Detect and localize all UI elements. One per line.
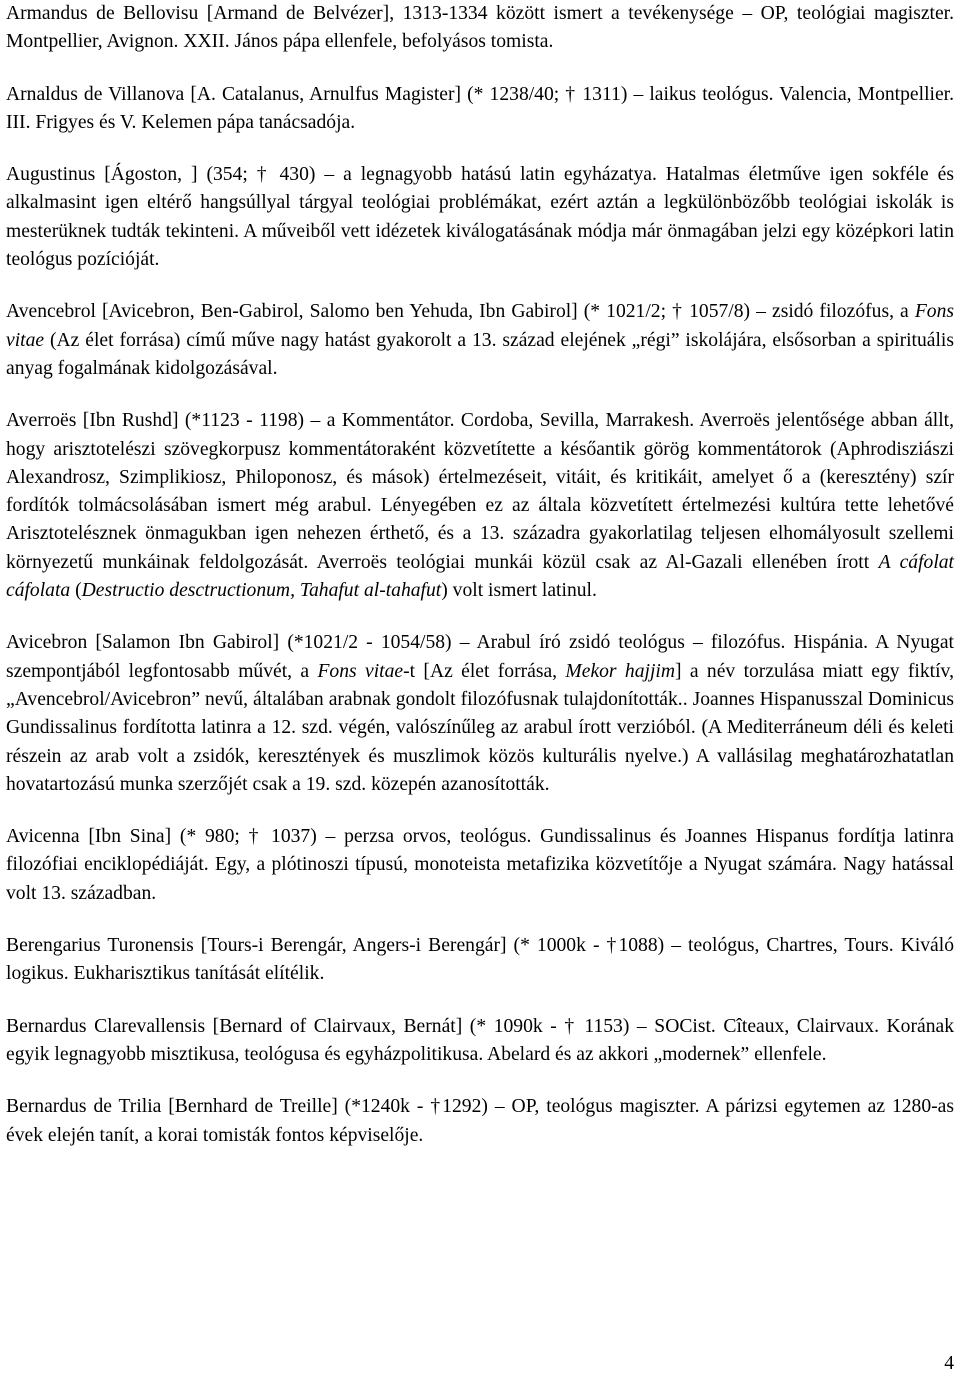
entry-text: Arnaldus de Villanova [A. Catalanus, Arnulfus Magister] (* 1238/40; † 1311) – laikus teológus. Valencia, Montpellier. III. Frigyes és V. Kelemen pápa tanácsadója. xyxy=(6,83,954,133)
entry-bernardus-clarevallensis xyxy=(6,1013,954,1070)
entry-avicebron xyxy=(6,629,954,799)
entry-italic-text: Destructio desctructionum, Tahafut al-tahafut xyxy=(81,580,442,602)
entry-averroes xyxy=(6,407,954,605)
entry-italic-text: A cáfolat cáfolata xyxy=(6,551,955,602)
entry-text: ] a név torzulása miatt egy fiktív, „Avencebrol/Avicebron” nevű, általában arabnak gondolt filozófusnak tulajdonították.. Joannes Hispanusszal Dominicus Gundissalinus fordította latinra a 12. szd. végén, valószínűleg az arabul írott verzióból. (A Mediterráneum déli és keleti részein az arab volt a zsidók, keresztények és muszlimok közös kulturális nyelve.) A vallásilag meghatározhatatlan hovatartozású munka szerzőjét csak a 19. szd. közepén azanosították. xyxy=(6,660,954,795)
entry-italic-text: Fons vitae xyxy=(317,660,404,682)
entry-italic-text: Fons vitae xyxy=(6,301,954,351)
entry-text: -t [Az élet forrása, xyxy=(403,660,566,682)
entry-text: Avencebrol [Avicebron, Ben-Gabirol, Salomo ben Yehuda, Ibn Gabirol] (* 1021/2; † 1057/8) – zsidó filozófus, a xyxy=(6,301,915,323)
entry-italic-text: Mekor hajjim xyxy=(565,660,675,682)
entry-berengarius xyxy=(6,932,954,989)
entry-text: Bernardus Clarevallensis [Bernard of Clairvaux, Bernát] (* 1090k - † 1153) – SOCist. Cîteaux, Clairvaux. Korának egyik legnagyobb misztikusa, teológusa és egyházpolitikusa. Abelard és az akkori „modernek” ellenfele. xyxy=(6,1015,954,1065)
entry-text: Avicenna [Ibn Sina] (* 980; † 1037) – perzsa orvos, teológus. Gundissalinus és Joannes Hispanus fordítja latinra filozófiai enciklopédiáját. Egy, a plótinoszi típusú, monoteista metafizika közvetítője a Nyugat számára. Nagy hatással volt 13. században. xyxy=(6,826,954,904)
entry-bernardus-de-trilia xyxy=(6,1093,954,1150)
entry-text: Augustinus [Ágoston, ] (354; † 430) – a legnagyobb hatású latin egyházatya. Hatalmas életműve igen sokféle és alkalmasint igen eltérő hangsúllyal tárgyal teológiai problémákat, ezért aztán a legkülönbözőbb teológiai iskolák is mesterüknek tudták tekinteni. A műveiből vett idézetek kiválogatásának módja már önmagában jelzi egy középkori latin teológus pozícióját. xyxy=(6,164,954,271)
entry-text: Avicebron [Salamon Ibn Gabirol] (*1021/2 - 1054/58) – Arabul író zsidó teológus – filozófus. Hispánia. A Nyugat szempontjából legfontosabb művét, a xyxy=(6,632,954,682)
entry-text: ) volt ismert latinul. xyxy=(441,580,597,602)
entry-armandus xyxy=(6,0,954,57)
entry-text: Berengarius Turonensis [Tours-i Berengár, Angers-i Berengár] (* 1000k - †1088) – teológus, Chartres, Tours. Kiváló logikus. Eukharisztikus tanítását elítélik. xyxy=(6,935,954,985)
entry-text: (Az élet forrása) című műve nagy hatást gyakorolt a 13. század elejének „régi” iskolájára, elsősorban a spirituális anyag fogalmának kidolgozásával. xyxy=(6,329,954,379)
page-number: 4 xyxy=(944,1353,954,1374)
entry-text: ( xyxy=(70,580,82,602)
entry-text: Armandus de Bellovisu [Armand de Belvézer], 1313-1334 között ismert a tevékenysége – OP, teológiai magiszter. Montpellier, Avignon. XXII. János pápa ellenfele, befolyásos tomista. xyxy=(6,3,954,53)
document-page xyxy=(6,0,954,1174)
entry-avencebrol xyxy=(6,298,954,383)
entry-avicenna xyxy=(6,823,954,908)
entry-text: Bernardus de Trilia [Bernhard de Treille] (*1240k - †1292) – OP, teológus magiszter. A párizsi egytemen az 1280-as évek elején tanít, a korai tomisták fontos képviselője. xyxy=(6,1096,954,1146)
entry-augustinus xyxy=(6,161,954,274)
entry-arnaldus xyxy=(6,81,954,138)
entry-text: Averroës [Ibn Rushd] (*1123 - 1198) – a Kommentátor. Cordoba, Sevilla, Marrakesh. Averroës jelentősége abban állt, hogy arisztotelészi szövegkorpusz kommentátoraként közvetítette a későantik görög kommentátorok (Aphrodisziászi Alexandrosz, Szimplikiosz, Philoponosz, és mások) értelmezéseit, vitáit, és kritikáit, amelyet ő a (keresztény) szír fordítók tolmácsolásában ismert még arabul. Lényegében ez az általa közvetített értelmezési kultúra tette lehetővé Arisztotelésznek önmagukban igen nehezen érthető, és a 13. századra gyakorlatilag teljesen elhomályosult szellemi környezetű munkáinak feldolgozását. Averroës teológiai munkái közül csak az Al-Gazali ellenében írott xyxy=(6,410,954,573)
